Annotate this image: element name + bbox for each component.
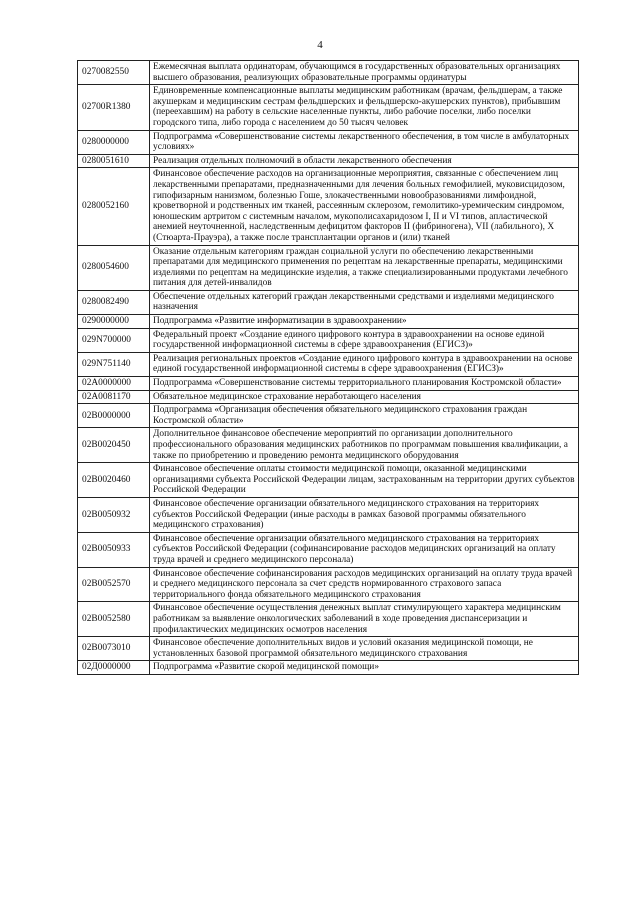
table-row [78,532,579,567]
table-row [78,602,579,637]
table-row [78,352,579,376]
row-description: Подпрограмма «Организация обеспечения обязательного медицинского страхования граждан Костромской области» [150,404,579,428]
table-row [78,404,579,428]
row-code: 0270082550 [78,61,150,85]
table-row [78,130,579,154]
row-code: 0280082490 [78,290,150,314]
row-description: Финансовое обеспечение осуществления денежных выплат стимулирующего характера медицинским работникам за выявление онкологических заболеваний в ходе проведения диспансеризации и профилактических медицинских осмотров населения [150,602,579,637]
row-description: Федеральный проект «Создание единого цифрового контура в здравоохранении на основе единой государственной информационной системы в сфере здравоохранения (ЕГИСЗ)» [150,328,579,352]
row-description: Реализация региональных проектов «Создание единого цифрового контура в здравоохранении на основе единой государственной информационной системы в сфере здравоохранения (ЕГИСЗ)» [150,352,579,376]
row-description: Финансовое обеспечение дополнительных видов и условий оказания медицинской помощи, не установленных базовой программой обязательного медицинского страхования [150,637,579,661]
row-code: 02B0020460 [78,463,150,498]
row-description: Единовременные компенсационные выплаты медицинским работникам (врачам, фельдшерам, а также акушеркам и медицинским сестрам фельдшерских и фельдшерско-акушерских пунктов), прибывшим (переехавшим) на работу в сельские населенные пункты, либо рабочие поселки, либо поселки городского типа, либо города с населением до 50 тысяч человек [150,85,579,130]
row-description: Финансовое обеспечение софинансирования расходов медицинских организаций на оплату труда врачей и среднего медицинского персонала за счет средств нормированного страхового запаса территориального фонда обязательного медицинского страхования [150,567,579,602]
table-row [78,168,579,245]
row-code: 02A0000000 [78,377,150,391]
budget-codes-table [77,60,579,675]
row-description: Обеспечение отдельных категорий граждан лекарственными средствами и изделиями медицинского назначения [150,290,579,314]
table-row [78,567,579,602]
table-row [78,377,579,391]
row-code: 0290000000 [78,315,150,329]
table-row [78,85,579,130]
row-code: 0280054600 [78,245,150,290]
row-code: 02B0052570 [78,567,150,602]
table-row [78,328,579,352]
row-code: 02A0081170 [78,390,150,404]
table-row [78,497,579,532]
row-description: Оказание отдельным категориям граждан социальной услуги по обеспечению лекарственными препаратами для медицинского применения по рецептам на лекарственные препараты, медицинскими изделиями по рецептам на медицинские изделия, а также специализированными продуктами лечебного питания для детей-инвалидов [150,245,579,290]
row-description: Подпрограмма «Совершенствование системы лекарственного обеспечения, в том числе в амбулаторных условиях» [150,130,579,154]
row-description: Подпрограмма «Совершенствование системы территориального планирования Костромской области» [150,377,579,391]
table-row [78,661,579,675]
row-description: Финансовое обеспечение расходов на организационные мероприятия, связанные с обеспечением лиц лекарственными препаратами, предназначенными для лечения больных гемофилией, муковисцидозом, гипофизарным нанизмом, болезнью Гоше, злокачественными новообразованиями лимфоидной, кроветворной и родственных им тканей, рассеянным склерозом, гемолитико-уремическим синдромом, юношеским артритом с системным началом, мукополисахаридозом I, II и VI типов, апластической анемией неуточненной, наследственным дефицитом факторов II (фибриногена), VII (лабильного), X (Стюарта-Прауэра), а также после трансплантации органов и (или) тканей [150,168,579,245]
row-description: Финансовое обеспечение организации обязательного медицинского страхования на территориях субъектов Российской Федерации (иные расходы в рамках базовой программы обязательного медицинского страхования) [150,497,579,532]
table-row [78,315,579,329]
row-code: 02B0050932 [78,497,150,532]
row-code: 02B0000000 [78,404,150,428]
row-code: 02B0050933 [78,532,150,567]
table-row [78,61,579,85]
page-number: 4 [317,39,323,51]
row-code: 0280051610 [78,154,150,168]
table-row [78,463,579,498]
row-code: 02700R1380 [78,85,150,130]
table-row [78,245,579,290]
table-row [78,637,579,661]
row-description: Реализация отдельных полномочий в области лекарственного обеспечения [150,154,579,168]
table-body [78,61,579,675]
row-code: 02B0052580 [78,602,150,637]
row-code: 02B0073010 [78,637,150,661]
row-description: Финансовое обеспечение оплаты стоимости медицинской помощи, оказанной медицинскими организациями субъекта Российской Федерации лицам, застрахованным на территории других субъектов Российской Федерации [150,463,579,498]
table-row [78,154,579,168]
row-description: Обязательное медицинское страхование неработающего населения [150,390,579,404]
row-description: Дополнительное финансовое обеспечение мероприятий по организации дополнительного профессионального образования медицинских работников по программам повышения квалификации, а также по приобретению и проведению ремонта медицинского оборудования [150,428,579,463]
row-code: 02Д0000000 [78,661,150,675]
table-row [78,390,579,404]
row-code: 029N751140 [78,352,150,376]
row-code: 029N700000 [78,328,150,352]
row-description: Ежемесячная выплата ординаторам, обучающимся в государственных образовательных организациях высшего образования, реализующих образовательные программы ординатуры [150,61,579,85]
table-row [78,290,579,314]
row-code: 0280000000 [78,130,150,154]
row-code: 0280052160 [78,168,150,245]
table-row [78,428,579,463]
row-description: Подпрограмма «Развитие скорой медицинской помощи» [150,661,579,675]
row-code: 02B0020450 [78,428,150,463]
row-description: Подпрограмма «Развитие информатизации в здравоохранении» [150,315,579,329]
row-description: Финансовое обеспечение организации обязательного медицинского страхования на территориях субъектов Российской Федерации (софинансирование расходов медицинских организаций на оплату труда врачей и среднего медицинского персонала) [150,532,579,567]
